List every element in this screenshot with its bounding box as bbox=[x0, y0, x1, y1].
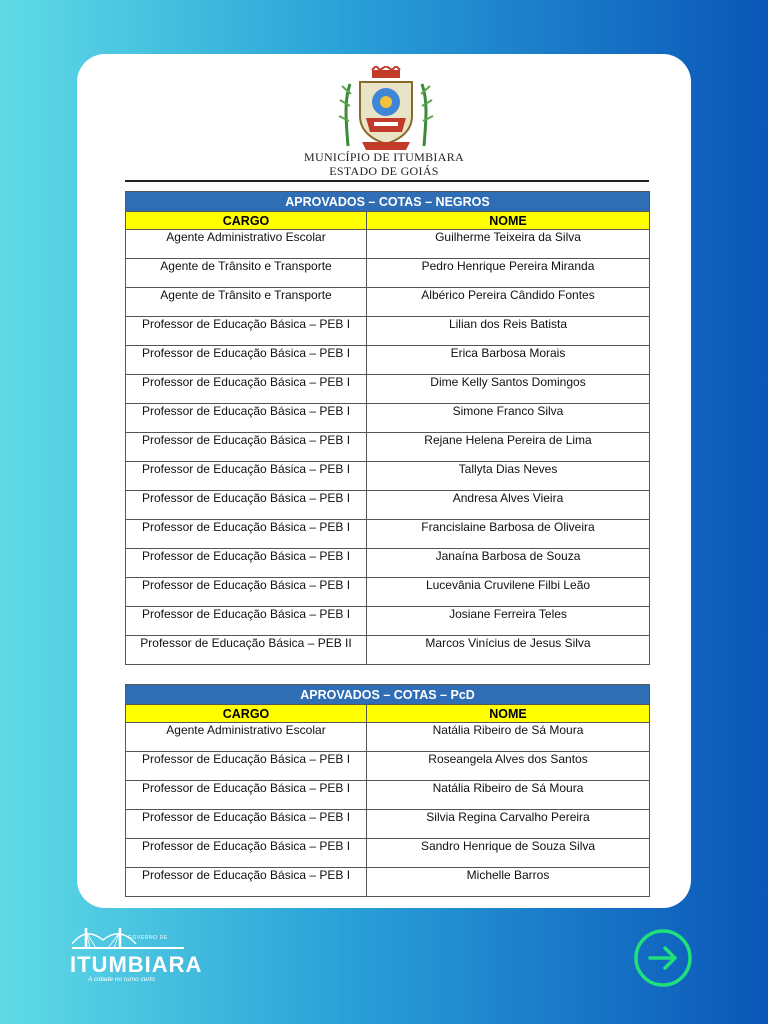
table-row bbox=[126, 607, 650, 636]
cell-nome: Lilian dos Reis Batista bbox=[367, 317, 650, 346]
table-negros bbox=[125, 191, 650, 665]
cell-nome: Silvia Regina Carvalho Pereira bbox=[367, 810, 650, 839]
table-row bbox=[126, 723, 650, 752]
cell-cargo: Professor de Educação Básica – PEB I bbox=[126, 433, 367, 462]
cell-cargo: Professor de Educação Básica – PEB I bbox=[126, 375, 367, 404]
cell-cargo: Agente de Trânsito e Transporte bbox=[126, 288, 367, 317]
cell-cargo: Professor de Educação Básica – PEB I bbox=[126, 549, 367, 578]
governo-itumbiara-logo bbox=[68, 922, 203, 986]
cell-cargo: Professor de Educação Básica – PEB I bbox=[126, 578, 367, 607]
cell-nome: Simone Franco Silva bbox=[367, 404, 650, 433]
cell-cargo: Professor de Educação Básica – PEB I bbox=[126, 462, 367, 491]
cell-cargo: Professor de Educação Básica – PEB II bbox=[126, 636, 367, 665]
table-row bbox=[126, 375, 650, 404]
cell-cargo: Professor de Educação Básica – PEB I bbox=[126, 317, 367, 346]
table-row bbox=[126, 549, 650, 578]
cell-nome: Janaína Barbosa de Souza bbox=[367, 549, 650, 578]
cell-nome: Lucevânia Cruvilene Filbi Leão bbox=[367, 578, 650, 607]
table-row bbox=[126, 781, 650, 810]
cell-cargo: Professor de Educação Básica – PEB I bbox=[126, 491, 367, 520]
cell-cargo: Professor de Educação Básica – PEB I bbox=[126, 520, 367, 549]
cell-nome: Natália Ribeiro de Sá Moura bbox=[367, 723, 650, 752]
cell-cargo: Professor de Educação Básica – PEB I bbox=[126, 346, 367, 375]
cell-cargo: Professor de Educação Básica – PEB I bbox=[126, 781, 367, 810]
table-body bbox=[126, 723, 650, 897]
cell-cargo: Professor de Educação Básica – PEB I bbox=[126, 839, 367, 868]
cell-cargo: Agente de Trânsito e Transporte bbox=[126, 259, 367, 288]
table-row bbox=[126, 259, 650, 288]
cell-cargo: Professor de Educação Básica – PEB I bbox=[126, 404, 367, 433]
table-row bbox=[126, 491, 650, 520]
cell-nome: Dime Kelly Santos Domingos bbox=[367, 375, 650, 404]
municipality-name: MUNICÍPIO DE ITUMBIARA bbox=[304, 150, 464, 164]
table-title: APROVADOS – COTAS – PcD bbox=[126, 685, 650, 705]
table-row bbox=[126, 317, 650, 346]
table-row bbox=[126, 346, 650, 375]
cell-cargo: Professor de Educação Básica – PEB I bbox=[126, 868, 367, 897]
table-pcd bbox=[125, 684, 650, 897]
cell-nome: Andresa Alves Vieira bbox=[367, 491, 650, 520]
cell-nome: Josiane Ferreira Teles bbox=[367, 607, 650, 636]
table-row bbox=[126, 288, 650, 317]
table-row bbox=[126, 520, 650, 549]
cell-cargo: Professor de Educação Básica – PEB I bbox=[126, 607, 367, 636]
cell-nome: Sandro Henrique de Souza Silva bbox=[367, 839, 650, 868]
table-row bbox=[126, 868, 650, 897]
header-divider bbox=[125, 180, 649, 182]
cell-nome: Francislaine Barbosa de Oliveira bbox=[367, 520, 650, 549]
cell-nome: Erica Barbosa Morais bbox=[367, 346, 650, 375]
cell-nome: Rejane Helena Pereira de Lima bbox=[367, 433, 650, 462]
cell-cargo: Agente Administrativo Escolar bbox=[126, 723, 367, 752]
cell-cargo: Professor de Educação Básica – PEB I bbox=[126, 810, 367, 839]
column-header-nome: NOME bbox=[367, 705, 650, 723]
column-header-nome: NOME bbox=[367, 212, 650, 230]
table-row bbox=[126, 839, 650, 868]
table-row bbox=[126, 433, 650, 462]
cell-nome: Albérico Pereira Cândido Fontes bbox=[367, 288, 650, 317]
table-row bbox=[126, 462, 650, 491]
table-row bbox=[126, 752, 650, 781]
next-button[interactable] bbox=[633, 928, 693, 988]
cell-nome: Tallyta Dias Neves bbox=[367, 462, 650, 491]
cell-nome: Roseangela Alves dos Santos bbox=[367, 752, 650, 781]
cell-nome: Michelle Barros bbox=[367, 868, 650, 897]
logo-tagline: A cidade no rumo certo bbox=[88, 976, 155, 983]
table-row bbox=[126, 230, 650, 259]
cell-nome: Natália Ribeiro de Sá Moura bbox=[367, 781, 650, 810]
cell-cargo: Agente Administrativo Escolar bbox=[126, 230, 367, 259]
table-row bbox=[126, 404, 650, 433]
table-row bbox=[126, 636, 650, 665]
state-name: ESTADO DE GOIÁS bbox=[329, 164, 439, 178]
coat-of-arms-logo bbox=[338, 66, 434, 152]
arrow-right-circle-icon bbox=[633, 928, 693, 988]
table-row bbox=[126, 810, 650, 839]
cell-cargo: Professor de Educação Básica – PEB I bbox=[126, 752, 367, 781]
table-body bbox=[126, 230, 650, 665]
table-row bbox=[126, 578, 650, 607]
logo-city-name: ITUMBIARA bbox=[70, 952, 203, 977]
column-header-cargo: CARGO bbox=[126, 212, 367, 230]
cell-nome: Guilherme Teixeira da Silva bbox=[367, 230, 650, 259]
table-title: APROVADOS – COTAS – NEGROS bbox=[126, 192, 650, 212]
cell-nome: Pedro Henrique Pereira Miranda bbox=[367, 259, 650, 288]
logo-small-text: GOVERNO DE bbox=[128, 935, 168, 941]
cell-nome: Marcos Vinícius de Jesus Silva bbox=[367, 636, 650, 665]
column-header-cargo: CARGO bbox=[126, 705, 367, 723]
